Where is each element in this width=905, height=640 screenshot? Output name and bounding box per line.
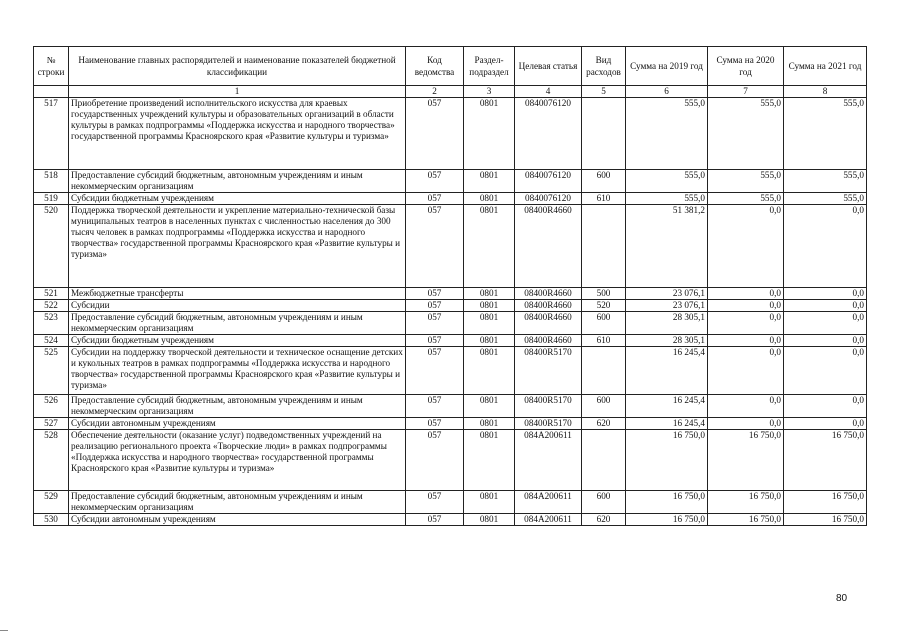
header-row-number: № строки <box>34 47 69 86</box>
target-article-cell: 08400R5170 <box>515 395 582 418</box>
budget-table <box>33 46 867 526</box>
section-cell: 0801 <box>464 170 515 193</box>
row-name-cell: Субсидии на поддержку творческой деятельности и техническое оснащение детских и кукольных театров в рамках подпрограммы «Поддержка искусства и народного творчества» государственной программы Красноярского края «Развитие культуры и туризма» <box>69 347 406 395</box>
sum-2020-cell: 0,0 <box>708 300 784 312</box>
sum-2019-cell: 16 750,0 <box>626 514 708 526</box>
column-number: 8 <box>784 86 867 98</box>
sum-2020-cell: 0,0 <box>708 418 784 430</box>
table-row <box>34 193 867 205</box>
sum-2019-cell: 16 750,0 <box>626 430 708 491</box>
expense-kind-cell: 600 <box>582 312 626 335</box>
header-sum-2019: Сумма на 2019 год <box>626 47 708 86</box>
expense-kind-cell <box>582 347 626 395</box>
sum-2020-cell: 16 750,0 <box>708 514 784 526</box>
section-cell: 0801 <box>464 193 515 205</box>
row-name-cell: Предоставление субсидий бюджетным, автономным учреждениям и иным некоммерческим организациям <box>69 170 406 193</box>
row-number-cell: 526 <box>34 395 69 418</box>
sum-2019-cell: 16 245,4 <box>626 418 708 430</box>
sum-2021-cell: 0,0 <box>784 418 867 430</box>
sum-2019-cell: 555,0 <box>626 170 708 193</box>
sum-2020-cell: 0,0 <box>708 205 784 288</box>
row-name-cell: Предоставление субсидий бюджетным, автономным учреждениям и иным некоммерческим организациям <box>69 491 406 514</box>
dept-code-cell: 057 <box>406 347 464 395</box>
dept-code-cell: 057 <box>406 430 464 491</box>
row-number-cell: 525 <box>34 347 69 395</box>
table-row <box>34 491 867 514</box>
section-cell: 0801 <box>464 491 515 514</box>
section-cell: 0801 <box>464 300 515 312</box>
target-article-cell: 08400R4660 <box>515 300 582 312</box>
sum-2021-cell: 555,0 <box>784 170 867 193</box>
sum-2021-cell: 0,0 <box>784 335 867 347</box>
sum-2020-cell: 0,0 <box>708 347 784 395</box>
sum-2021-cell: 0,0 <box>784 288 867 300</box>
section-cell: 0801 <box>464 98 515 170</box>
column-number: 4 <box>515 86 582 98</box>
expense-kind-cell: 620 <box>582 418 626 430</box>
header-target-article: Целевая статья <box>515 47 582 86</box>
column-number: 2 <box>406 86 464 98</box>
row-number-cell: 527 <box>34 418 69 430</box>
row-number-cell: 530 <box>34 514 69 526</box>
sum-2020-cell: 16 750,0 <box>708 430 784 491</box>
sum-2021-cell: 16 750,0 <box>784 514 867 526</box>
sum-2020-cell: 0,0 <box>708 335 784 347</box>
header-expense-kind: Вид расходов <box>582 47 626 86</box>
section-cell: 0801 <box>464 288 515 300</box>
section-cell: 0801 <box>464 418 515 430</box>
header-sum-2020: Сумма на 2020 год <box>708 47 784 86</box>
sum-2019-cell: 28 305,1 <box>626 335 708 347</box>
expense-kind-cell <box>582 205 626 288</box>
table-row <box>34 430 867 491</box>
row-number-cell: 522 <box>34 300 69 312</box>
row-number-cell: 517 <box>34 98 69 170</box>
row-name-cell: Приобретение произведений исполнительского искусства для краевых государственных учреждений культуры и образовательных организаций в области культуры в рамках подпрограммы «Поддержка искусства и народного творчества» государственной программы Красноярского края «Развитие культуры и туризма» <box>69 98 406 170</box>
sum-2019-cell: 16 750,0 <box>626 491 708 514</box>
target-article-cell: 08400R5170 <box>515 418 582 430</box>
row-name-cell: Обеспечение деятельности (оказание услуг) подведомственных учреждений на реализацию регионального проекта «Творческие люди» в рамках подпрограммы «Поддержка искусства и народного творчества» государственной программы Красноярского края «Развитие культуры и туризма» <box>69 430 406 491</box>
expense-kind-cell: 610 <box>582 335 626 347</box>
column-number-row <box>34 86 867 98</box>
sum-2019-cell: 555,0 <box>626 98 708 170</box>
expense-kind-cell <box>582 430 626 491</box>
dept-code-cell: 057 <box>406 395 464 418</box>
dept-code-cell: 057 <box>406 335 464 347</box>
sum-2021-cell: 0,0 <box>784 347 867 395</box>
column-number: 7 <box>708 86 784 98</box>
table-row <box>34 98 867 170</box>
row-name-cell: Межбюджетные трансферты <box>69 288 406 300</box>
target-article-cell: 0840076120 <box>515 170 582 193</box>
sum-2019-cell: 23 076,1 <box>626 288 708 300</box>
section-cell: 0801 <box>464 430 515 491</box>
dept-code-cell: 057 <box>406 98 464 170</box>
row-name-cell: Предоставление субсидий бюджетным, автономным учреждениям и иным некоммерческим организациям <box>69 312 406 335</box>
dept-code-cell: 057 <box>406 418 464 430</box>
row-name-cell: Субсидии <box>69 300 406 312</box>
sum-2021-cell: 16 750,0 <box>784 430 867 491</box>
expense-kind-cell: 600 <box>582 170 626 193</box>
table-row <box>34 347 867 395</box>
sum-2019-cell: 23 076,1 <box>626 300 708 312</box>
row-number-cell: 518 <box>34 170 69 193</box>
expense-kind-cell: 520 <box>582 300 626 312</box>
row-number-cell: 528 <box>34 430 69 491</box>
header-name: Наименование главных распорядителей и наименование показателей бюджетной классификации <box>69 47 406 86</box>
table-row <box>34 514 867 526</box>
sum-2021-cell: 16 750,0 <box>784 491 867 514</box>
expense-kind-cell: 620 <box>582 514 626 526</box>
table-row <box>34 312 867 335</box>
header-dept-code: Код ведомства <box>406 47 464 86</box>
row-number-cell: 524 <box>34 335 69 347</box>
sum-2021-cell: 0,0 <box>784 312 867 335</box>
header-sum-2021: Сумма на 2021 год <box>784 47 867 86</box>
dept-code-cell: 057 <box>406 312 464 335</box>
sum-2019-cell: 555,0 <box>626 193 708 205</box>
section-cell: 0801 <box>464 347 515 395</box>
target-article-cell: 0840076120 <box>515 98 582 170</box>
sum-2019-cell: 28 305,1 <box>626 312 708 335</box>
table-row <box>34 335 867 347</box>
row-number-cell: 523 <box>34 312 69 335</box>
target-article-cell: 08400R4660 <box>515 312 582 335</box>
table-row <box>34 418 867 430</box>
row-name-cell: Субсидии бюджетным учреждениям <box>69 335 406 347</box>
sum-2020-cell: 555,0 <box>708 98 784 170</box>
column-number: 5 <box>582 86 626 98</box>
row-number-cell: 519 <box>34 193 69 205</box>
section-cell: 0801 <box>464 205 515 288</box>
sum-2021-cell: 0,0 <box>784 205 867 288</box>
sum-2020-cell: 555,0 <box>708 170 784 193</box>
dept-code-cell: 057 <box>406 193 464 205</box>
expense-kind-cell: 600 <box>582 491 626 514</box>
dept-code-cell: 057 <box>406 205 464 288</box>
table-row <box>34 205 867 288</box>
row-name-cell: Субсидии бюджетным учреждениям <box>69 193 406 205</box>
sum-2019-cell: 16 245,4 <box>626 395 708 418</box>
row-number-cell: 520 <box>34 205 69 288</box>
expense-kind-cell: 500 <box>582 288 626 300</box>
column-number: 6 <box>626 86 708 98</box>
expense-kind-cell <box>582 98 626 170</box>
dept-code-cell: 057 <box>406 170 464 193</box>
row-name-cell: Субсидии автономным учреждениям <box>69 514 406 526</box>
sum-2020-cell: 0,0 <box>708 288 784 300</box>
sum-2021-cell: 0,0 <box>784 300 867 312</box>
section-cell: 0801 <box>464 312 515 335</box>
sum-2020-cell: 0,0 <box>708 395 784 418</box>
page-number: 80 <box>836 593 848 604</box>
sum-2019-cell: 51 381,2 <box>626 205 708 288</box>
sum-2021-cell: 555,0 <box>784 98 867 170</box>
sum-2020-cell: 0,0 <box>708 312 784 335</box>
row-name-cell: Субсидии автономным учреждениям <box>69 418 406 430</box>
target-article-cell: 084A200611 <box>515 491 582 514</box>
row-number-cell: 529 <box>34 491 69 514</box>
target-article-cell: 084A200611 <box>515 514 582 526</box>
header-section: Раздел-подраздел <box>464 47 515 86</box>
row-number-cell: 521 <box>34 288 69 300</box>
row-name-cell: Поддержка творческой деятельности и укрепление материально-технической базы муниципальных театров в населенных пунктах с численностью населения до 300 тысяч человек в рамках подпрограммы «Поддержка искусства и народного творчества» государственной программы Красноярского края «Развитие культуры и туризма» <box>69 205 406 288</box>
sum-2021-cell: 0,0 <box>784 395 867 418</box>
section-cell: 0801 <box>464 514 515 526</box>
target-article-cell: 0840076120 <box>515 193 582 205</box>
table-row <box>34 395 867 418</box>
column-number: 3 <box>464 86 515 98</box>
table-row <box>34 300 867 312</box>
sum-2020-cell: 16 750,0 <box>708 491 784 514</box>
row-name-cell: Предоставление субсидий бюджетным, автономным учреждениям и иным некоммерческим организациям <box>69 395 406 418</box>
dept-code-cell: 057 <box>406 288 464 300</box>
dept-code-cell: 057 <box>406 514 464 526</box>
table-header <box>34 47 867 98</box>
table-body <box>34 98 867 526</box>
expense-kind-cell: 610 <box>582 193 626 205</box>
column-number: 1 <box>69 86 406 98</box>
target-article-cell: 084A200611 <box>515 430 582 491</box>
target-article-cell: 08400R4660 <box>515 335 582 347</box>
scan-edge-mark <box>0 630 8 631</box>
section-cell: 0801 <box>464 395 515 418</box>
target-article-cell: 08400R5170 <box>515 347 582 395</box>
target-article-cell: 08400R4660 <box>515 205 582 288</box>
target-article-cell: 08400R4660 <box>515 288 582 300</box>
sum-2020-cell: 555,0 <box>708 193 784 205</box>
expense-kind-cell: 600 <box>582 395 626 418</box>
sum-2019-cell: 16 245,4 <box>626 347 708 395</box>
table-row <box>34 170 867 193</box>
sum-2021-cell: 555,0 <box>784 193 867 205</box>
dept-code-cell: 057 <box>406 491 464 514</box>
table-row <box>34 288 867 300</box>
section-cell: 0801 <box>464 335 515 347</box>
dept-code-cell: 057 <box>406 300 464 312</box>
